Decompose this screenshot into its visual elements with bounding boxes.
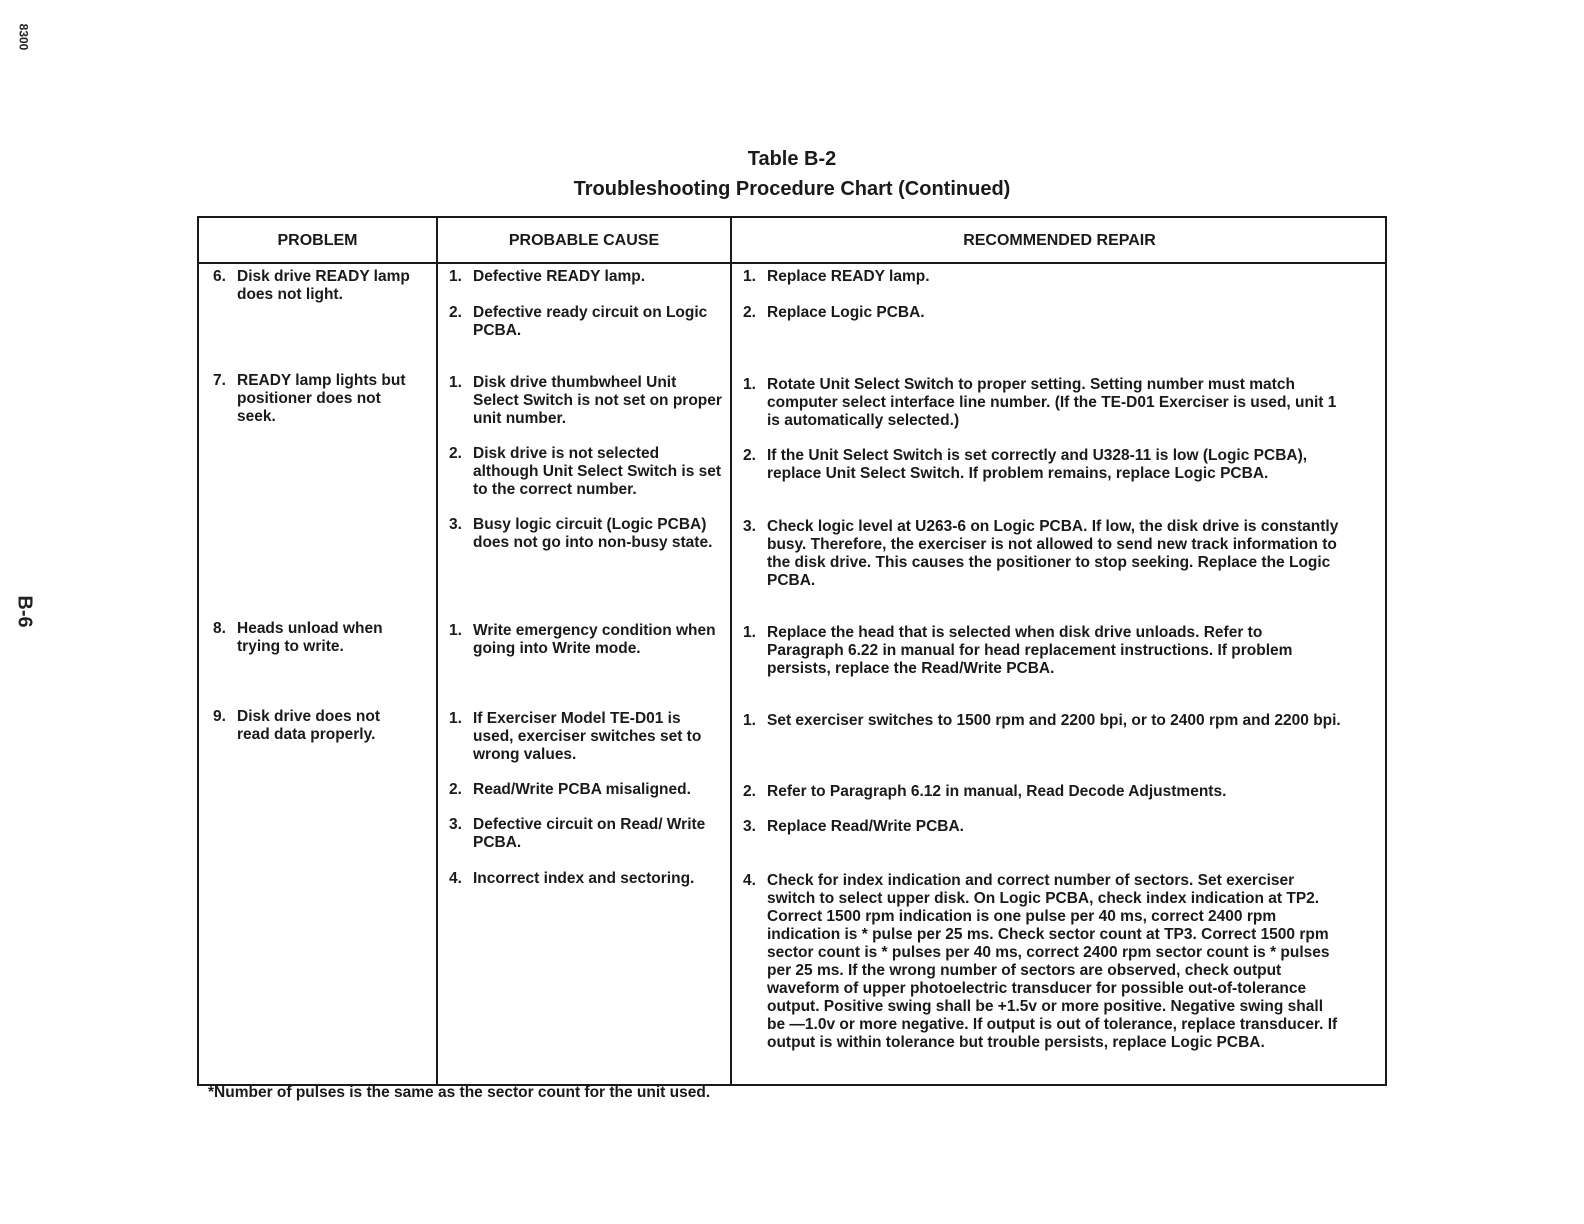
header-divider: [199, 262, 1385, 264]
cause-cell: 2. Read/Write PCBA misaligned.: [449, 781, 691, 798]
repair-cell: 1. Set exerciser switches to 1500 rpm and 2200 bpi, or to 2400 rpm and 2200 bpi.: [743, 712, 1341, 729]
header-probable-cause: PROBABLE CAUSE: [508, 232, 660, 249]
cause-cell: 1. Defective READY lamp.: [449, 268, 645, 285]
header-problem: PROBLEM: [277, 232, 358, 249]
table-number: Table B-2: [747, 148, 837, 170]
problem-cell: 9. Disk drive does not read data properly.: [213, 708, 380, 743]
column-divider: [730, 218, 732, 1084]
cause-cell: 3. Busy logic circuit (Logic PCBA) does not go into non-busy state.: [449, 516, 713, 551]
problem-cell: 7. READY lamp lights but positioner does not seek.: [213, 372, 406, 425]
cause-cell: 1. If Exerciser Model TE-D01 is used, exerciser switches set to wrong values.: [449, 710, 702, 763]
header-recommended-repair: RECOMMENDED REPAIR: [963, 232, 1156, 249]
repair-cell: 1. Rotate Unit Select Switch to proper setting. Setting number must match computer select interface line number. (If the TE-D01 Exerciser is used, unit 1 is automatically selected.): [743, 376, 1337, 429]
repair-cell: 2. Refer to Paragraph 6.12 in manual, Read Decode Adjustments.: [743, 783, 1227, 800]
footnote: *Number of pulses is the same as the sector count for the unit used.: [208, 1084, 711, 1101]
repair-cell: 3. Check logic level at U263-6 on Logic PCBA. If low, the disk drive is constantly busy. Therefore, the exerciser is not allowed to send new track information to the disk drive. This causes the positioner to stop seeking. Replace the Logic PCBA.: [743, 518, 1339, 589]
repair-cell: 3. Replace Read/Write PCBA.: [743, 818, 964, 835]
problem-cell: 6. Disk drive READY lamp does not light.: [213, 268, 410, 303]
repair-cell: 1. Replace the head that is selected when disk drive unloads. Refer to Paragraph 6.22 in manual for head replacement instructions. If problem persists, replace the Read/Write PCBA.: [743, 624, 1293, 677]
repair-cell: 4. Check for index indication and correct number of sectors. Set exerciser switch to select upper disk. On Logic PCBA, check index indication at TP2. Correct 1500 rpm indication is one pulse per 40 ms, correct 2400 rpm indication is * pulse per 25 ms. Check sector count at TP3. Correct 1500 rpm sector count is * pulses per 40 ms, correct 2400 rpm sector count is * pulses per 25 ms. If the wrong number of sectors are observed, check output waveform of upper photoelectric transducer for possible out-of-tolerance output. Positive swing shall be +1.5v or more positive. Negative swing shall be —1.0v or more negative. If output is out of tolerance, replace transducer. If output is within tolerance but trouble persists, replace Logic PCBA.: [743, 872, 1338, 1051]
repair-cell: 1. Replace READY lamp.: [743, 268, 930, 285]
cause-cell: 1. Disk drive thumbwheel Unit Select Switch is not set on proper unit number.: [449, 374, 722, 427]
repair-cell: 2. If the Unit Select Switch is set correctly and U328-11 is low (Logic PCBA), replace Unit Select Switch. If problem remains, replace Logic PCBA.: [743, 447, 1308, 482]
troubleshooting-table: [197, 216, 1387, 1086]
repair-cell: 2. Replace Logic PCBA.: [743, 304, 925, 321]
document-code: 8300: [16, 23, 31, 51]
table-title: Troubleshooting Procedure Chart (Continued): [573, 178, 1011, 200]
cause-cell: 3. Defective circuit on Read/ Write PCBA.: [449, 816, 706, 851]
cause-cell: 2. Defective ready circuit on Logic PCBA.: [449, 304, 708, 339]
cause-cell: 4. Incorrect index and sectoring.: [449, 870, 695, 887]
page-number: B-6: [13, 595, 36, 628]
column-divider: [436, 218, 438, 1084]
cause-cell: 2. Disk drive is not selected although Unit Select Switch is set to the correct number.: [449, 445, 722, 498]
cause-cell: 1. Write emergency condition when going into Write mode.: [449, 622, 716, 657]
problem-cell: 8. Heads unload when trying to write.: [213, 620, 383, 655]
